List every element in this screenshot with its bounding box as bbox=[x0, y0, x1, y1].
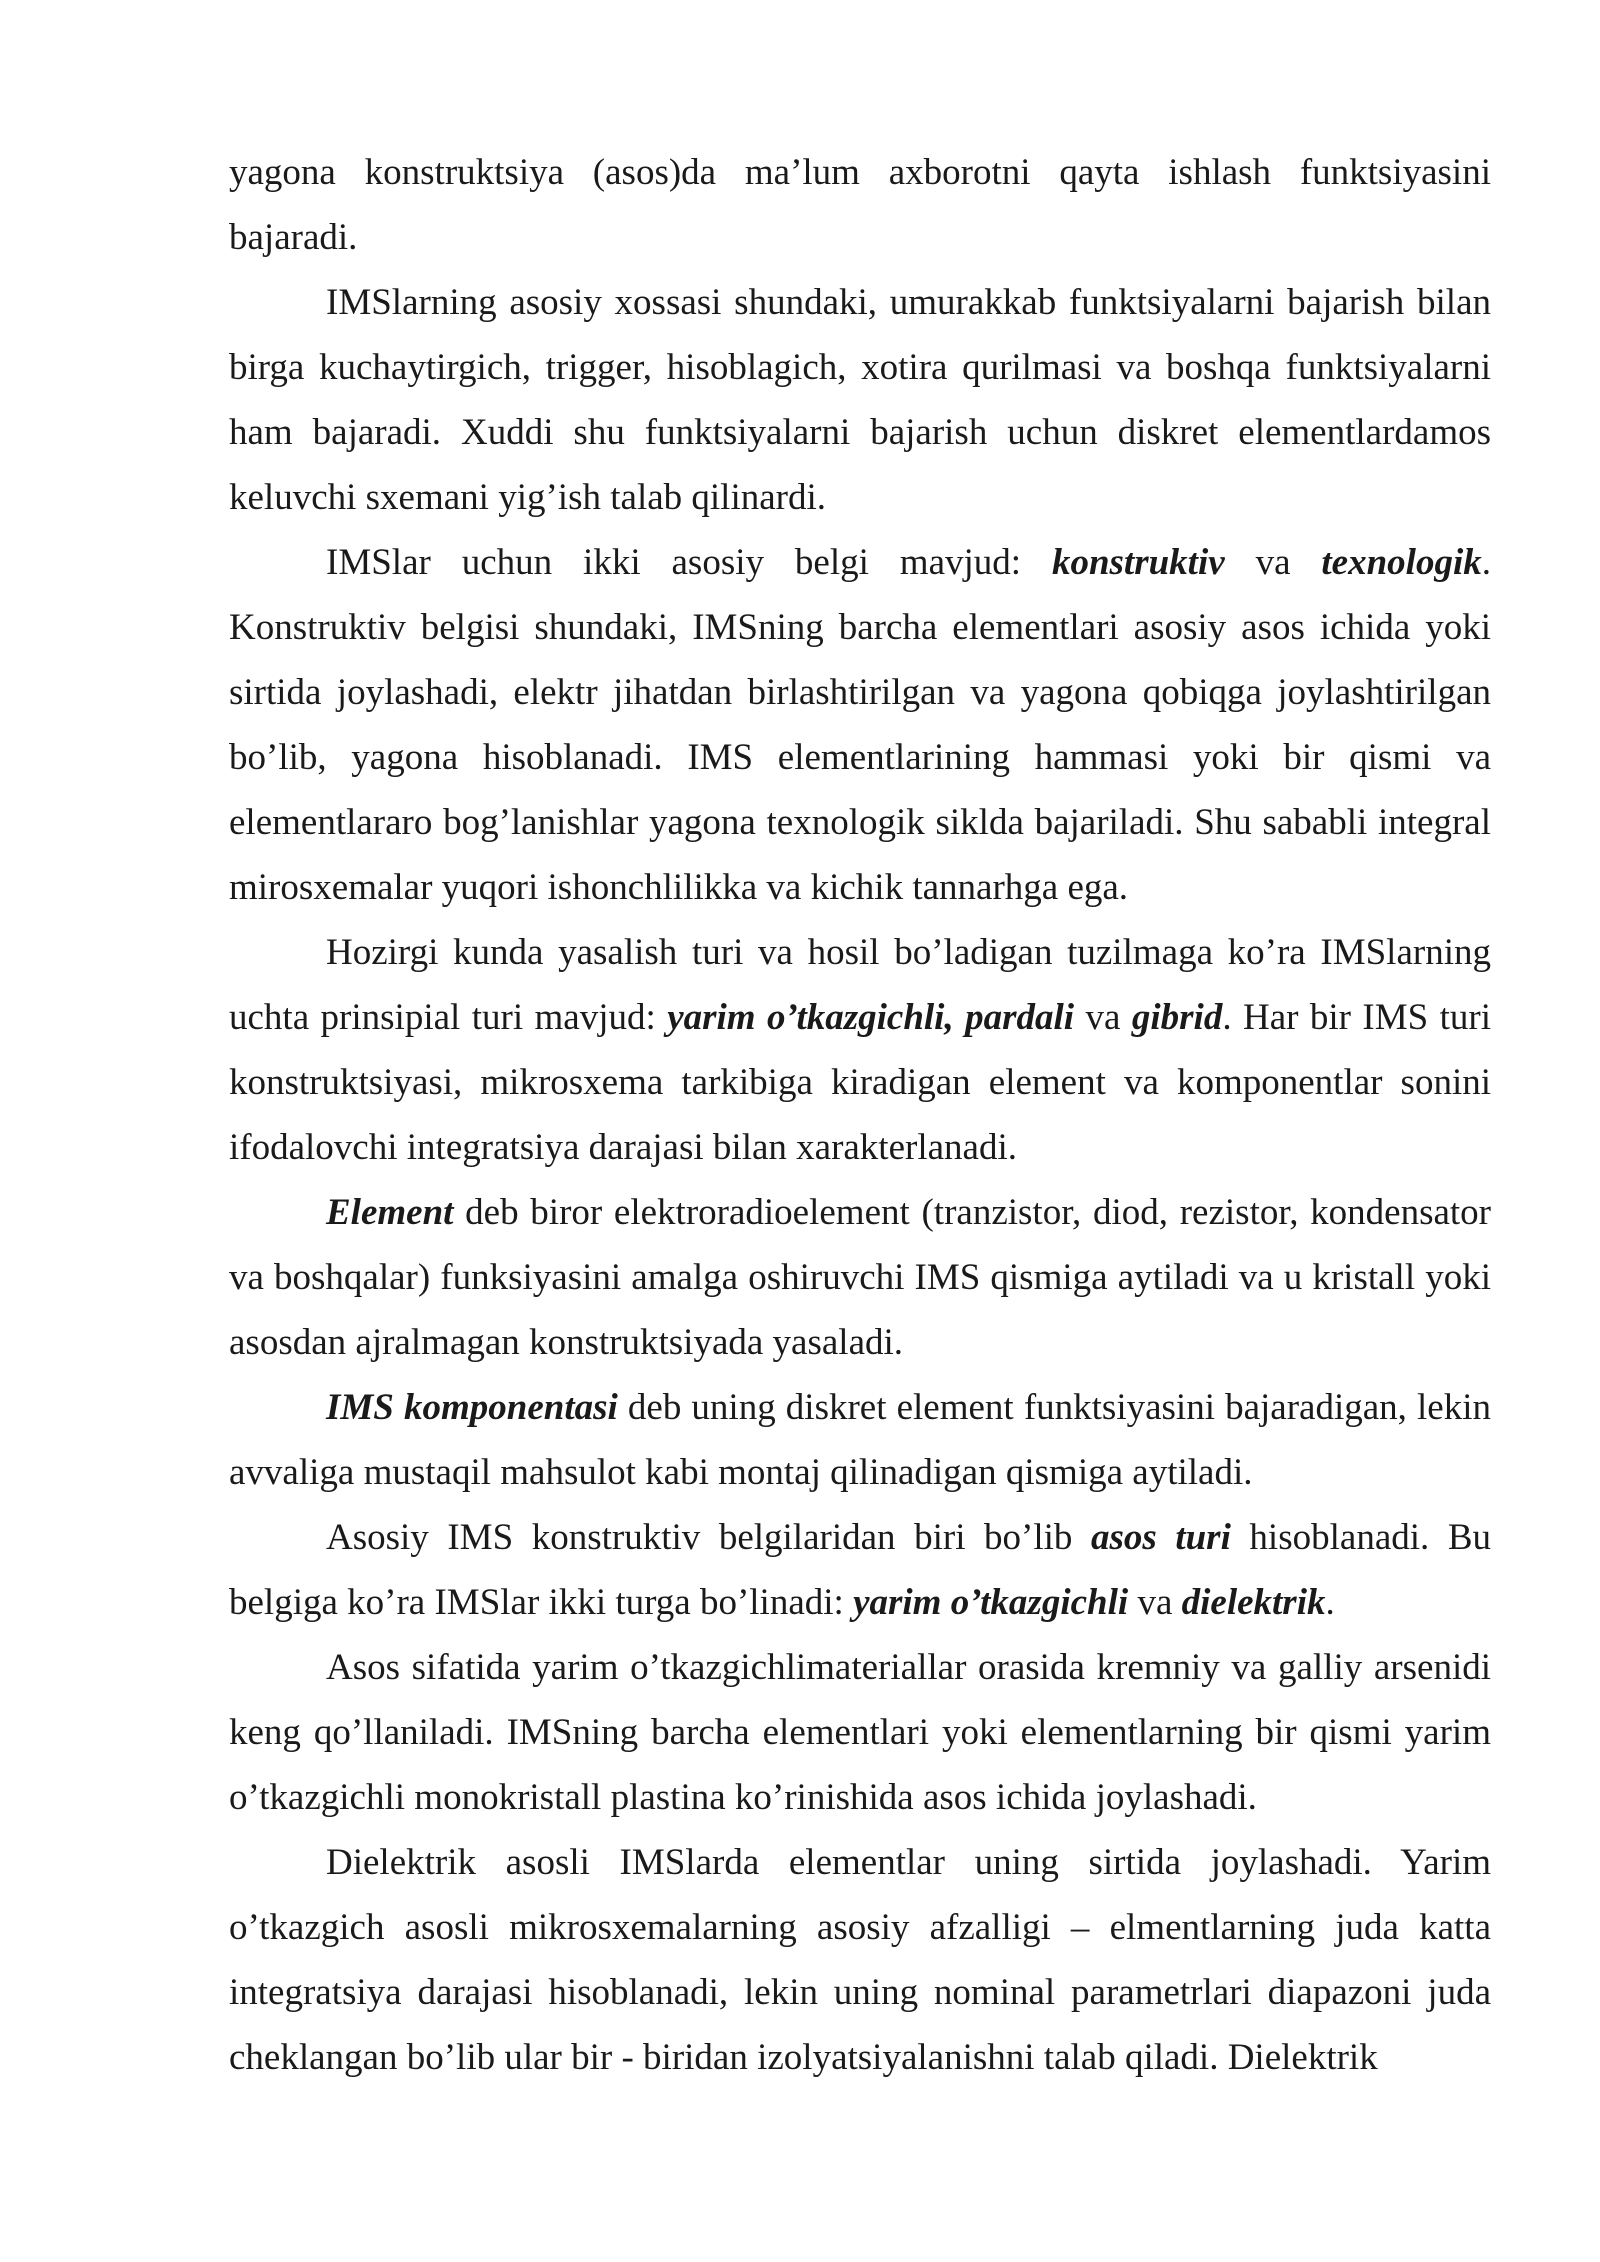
paragraph-text: deb biror elektroradioelement (tranzistor, diod, rezistor, kondensator va boshqalar) funksiyasini amalga oshiruvchi IMS qismiga aytiladi va u kristall yoki asosdan ajralmagan konstruktsiyada yasaladi. bbox=[229, 1192, 1491, 1363]
emphasized-term: dielektrik bbox=[1181, 1582, 1326, 1623]
paragraph bbox=[229, 1505, 1491, 1635]
paragraph bbox=[229, 1830, 1491, 2090]
emphasized-term: texnologik bbox=[1321, 542, 1482, 583]
paragraph-text: . bbox=[1325, 1582, 1335, 1623]
paragraph-text: yagona konstruktsiya (asos)da ma’lum axborotni qayta ishlash funktsiyasini bajaradi. bbox=[229, 152, 1491, 258]
paragraph bbox=[229, 270, 1491, 530]
emphasized-term: yarim o’tkazgichli bbox=[853, 1582, 1129, 1623]
paragraph-text: Asos sifatida yarim o’tkazgichlimateriallar orasida kremniy va galliy arsenidi keng qo’llaniladi. IMSning barcha elementlari yoki elementlarning bir qismi yarim o’tkazgichli monokristall plastina ko’rinishida asos ichida joylashadi. bbox=[229, 1647, 1491, 1818]
paragraph-text: Dielektrik asosli IMSlarda elementlar uning sirtida joylashadi. Yarim o’tkazgich asosli mikrosxemalarning asosiy afzalligi – elmentlarning juda katta integratsiya darajasi hisoblanadi, lekin uning nominal parametrlari diapazoni juda cheklangan bo’lib ular bir - biridan izolyatsiyalanishni talab qiladi. Dielektrik bbox=[229, 1842, 1491, 2078]
paragraph-text: IMSlar uchun ikki asosiy belgi mavjud: bbox=[326, 542, 1052, 583]
paragraph-text: . Har bir IMS turi konstruktsiyasi, mikrosxema tarkibiga kiradigan element va komponentlar sonini ifodalovchi integratsiya darajasi bilan xarakterlanadi. bbox=[229, 997, 1491, 1168]
paragraph bbox=[229, 1375, 1491, 1505]
paragraph bbox=[229, 920, 1491, 1180]
paragraph bbox=[229, 530, 1491, 920]
emphasized-term: IMS komponentasi bbox=[326, 1387, 618, 1428]
document-page bbox=[229, 140, 1491, 2090]
paragraph-text: IMSlarning asosiy xossasi shundaki, umurakkab funktsiyalarni bajarish bilan birga kuchaytirgich, trigger, hisoblagich, xotira qurilmasi va boshqa funktsiyalarni ham bajaradi. Xuddi shu funktsiyalarni bajarish uchun diskret elementlardamos keluvchi sxemani yig’ish talab qilinardi. bbox=[229, 282, 1491, 518]
emphasized-term: gibrid bbox=[1131, 997, 1223, 1038]
paragraph-text: va bbox=[1224, 542, 1322, 583]
paragraph bbox=[229, 1180, 1491, 1375]
paragraph-text: Asosiy IMS konstruktiv belgilaridan biri bo’lib bbox=[326, 1517, 1091, 1558]
emphasized-term: konstruktiv bbox=[1051, 542, 1225, 583]
paragraph-text: . Konstruktiv belgisi shundaki, IMSning barcha elementlari asosiy asos ichida yoki sirtida joylashadi, elektr jihatdan birlashtirilgan va yagona qobiqga joylashtirilgan bo’lib, yagona hisoblanadi. IMS elementlarining hammasi yoki bir qismi va elementlararo bog’lanishlar yagona texnologik siklda bajariladi. Shu sababli integral mirosxemalar yuqori ishonchlilikka va kichik tannarhga ega. bbox=[229, 542, 1491, 908]
emphasized-term: Element bbox=[326, 1192, 454, 1233]
paragraph-text: Hozirgi kunda yasalish turi va hosil bo’ladigan tuzilmaga ko’ra IMSlarning uchta prinsipial turi mavjud: bbox=[229, 932, 1491, 1038]
paragraph-text: hisoblanadi. Bu belgiga ko’ra IMSlar ikki turga bo’linadi: bbox=[229, 1517, 1492, 1623]
emphasized-term: asos turi bbox=[1090, 1517, 1231, 1558]
paragraph-text: va bbox=[1128, 1582, 1182, 1623]
paragraph-text: deb uning diskret element funktsiyasini bajaradigan, lekin avvaliga mustaqil mahsulot kabi montaj qilinadigan qismiga aytiladi. bbox=[229, 1387, 1491, 1493]
paragraph bbox=[229, 1635, 1491, 1830]
paragraph bbox=[229, 140, 1491, 270]
emphasized-term: yarim o’tkazgichli, pardali bbox=[667, 997, 1075, 1038]
paragraph-text: va bbox=[1074, 997, 1132, 1038]
